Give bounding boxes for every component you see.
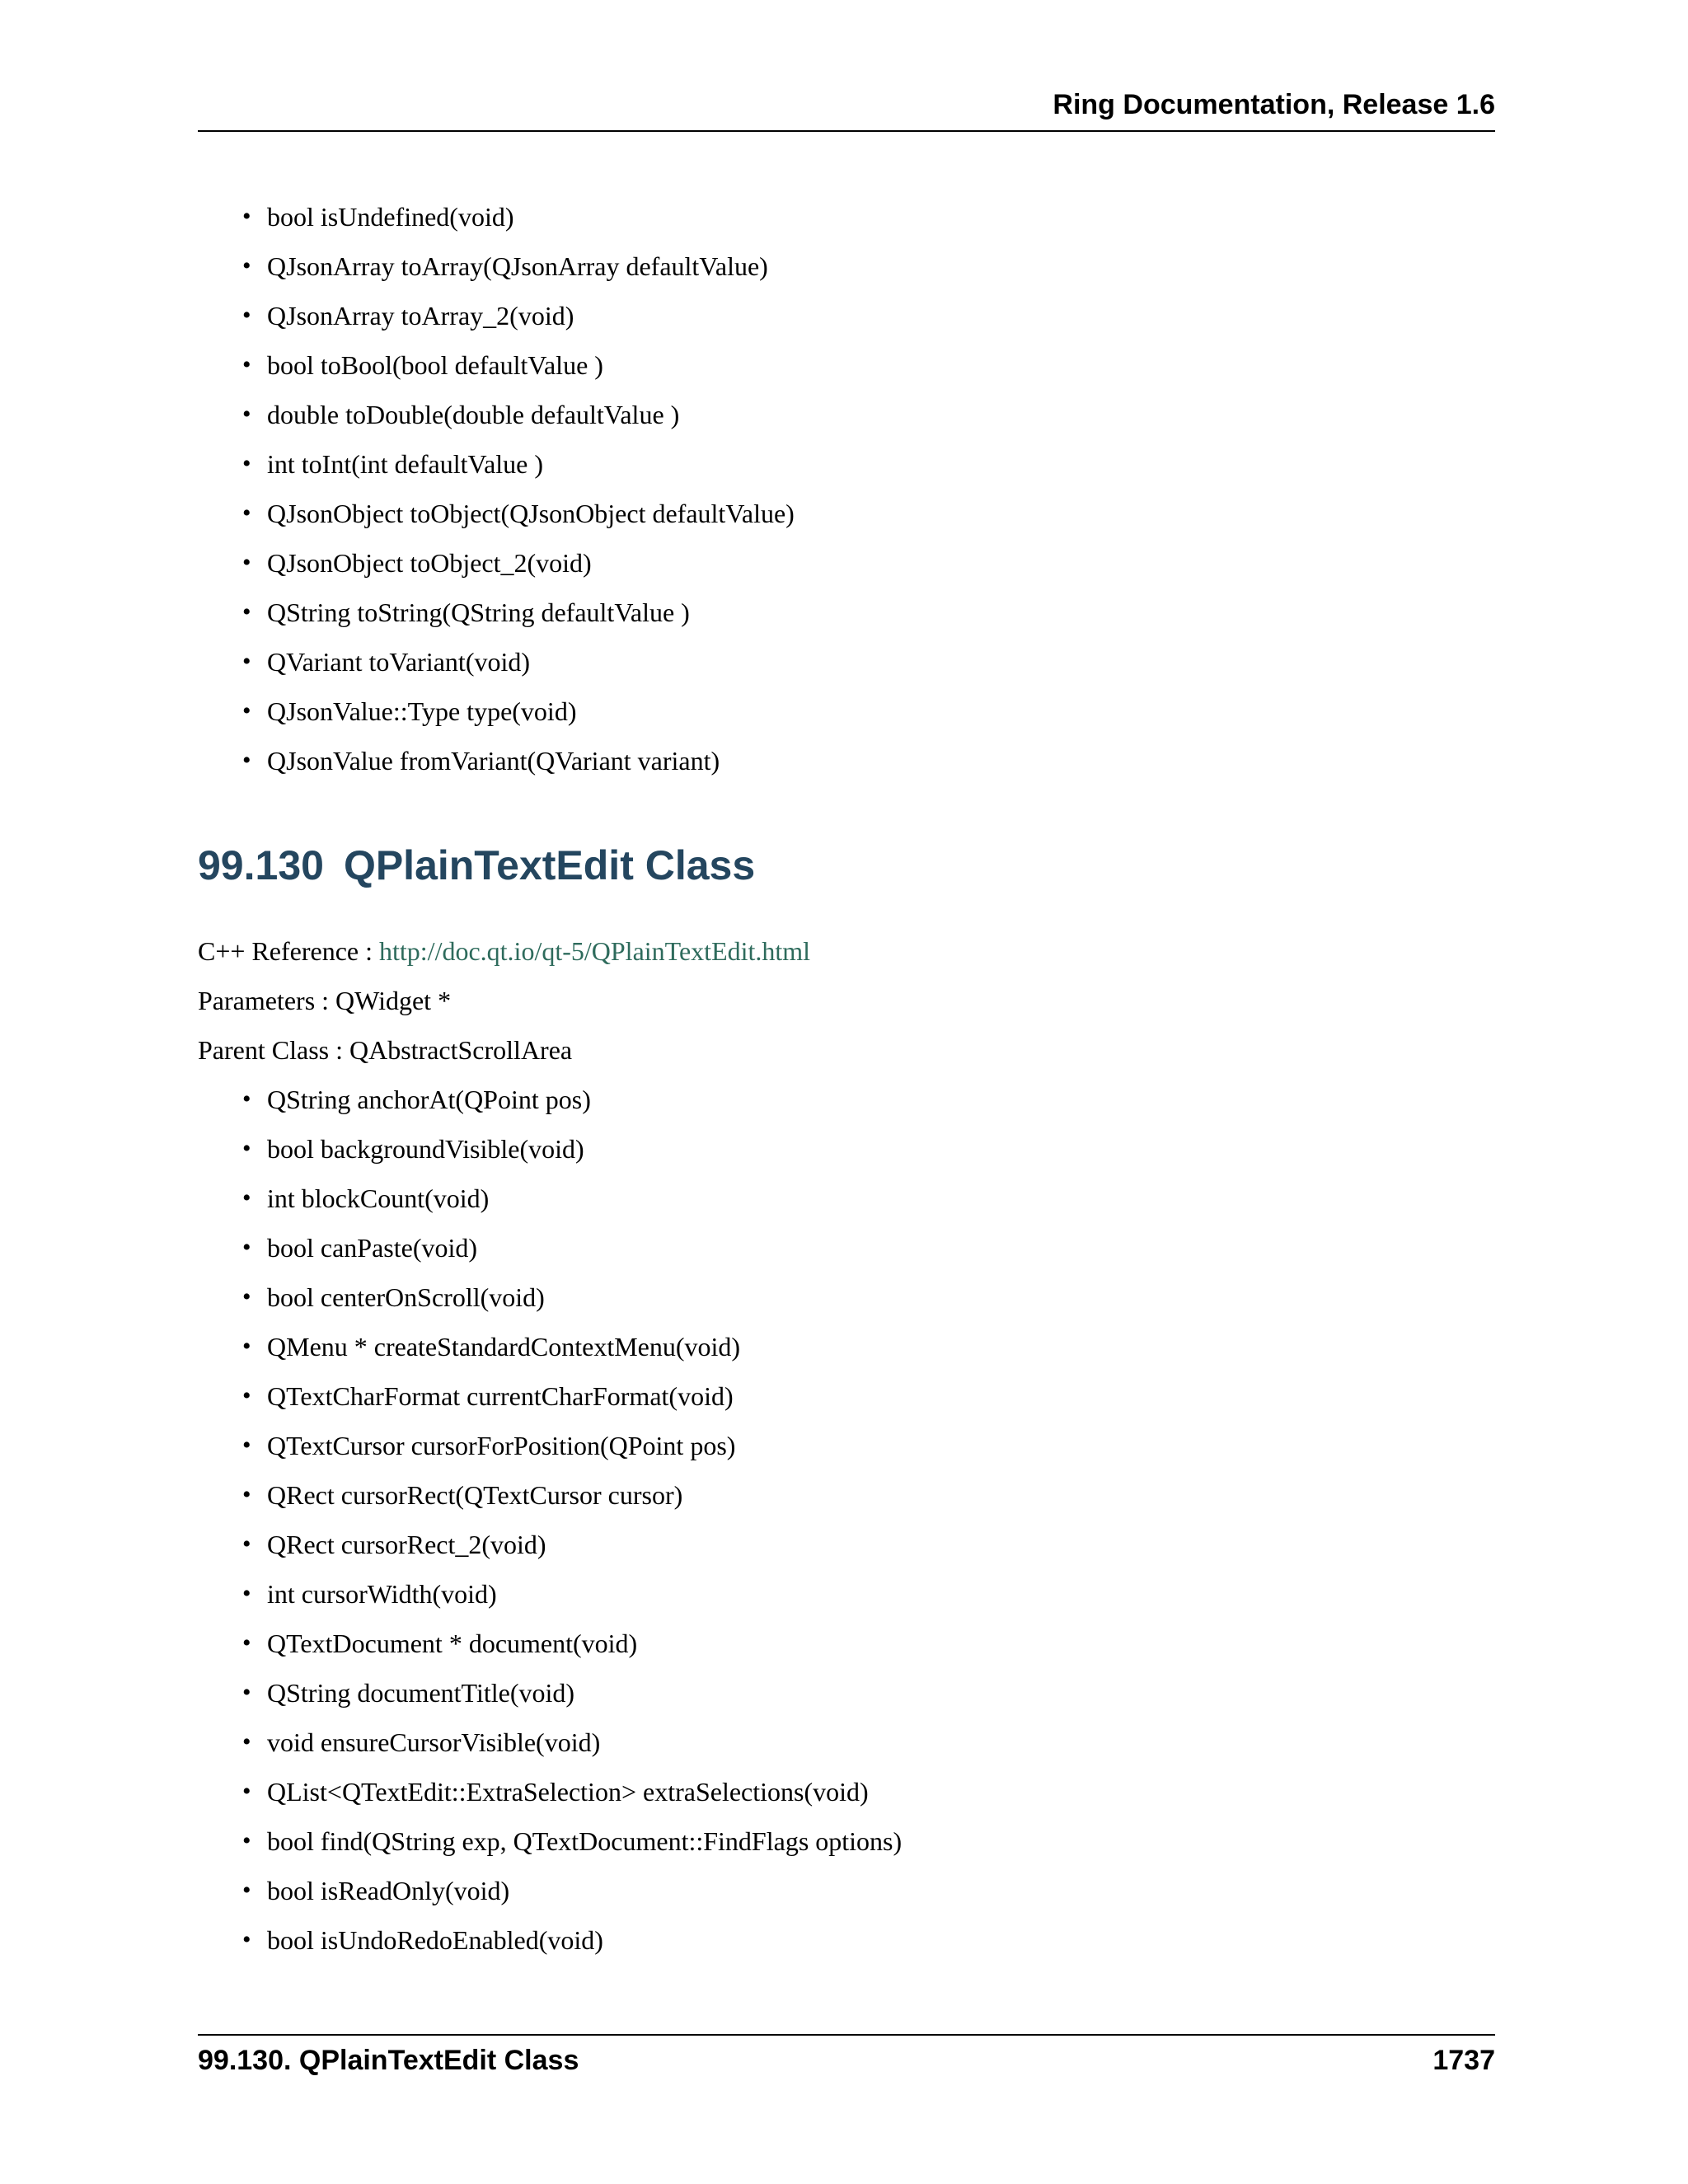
method-list-item	[242, 1668, 902, 1718]
method-list-item	[242, 241, 795, 291]
page-number: 1737	[1432, 2045, 1495, 2076]
bullet-icon: •	[242, 1234, 251, 1261]
method-signature: QString documentTitle(void)	[267, 1678, 575, 1708]
method-signature: QVariant toVariant(void)	[267, 647, 531, 677]
method-list-item	[242, 687, 795, 736]
method-signature: bool find(QString exp, QTextDocument::FindFlags options)	[267, 1826, 903, 1856]
section-title: QPlainTextEdit Class	[343, 842, 756, 888]
bullet-icon: •	[242, 1728, 251, 1755]
bullet-icon: •	[242, 1877, 251, 1904]
method-signature: int blockCount(void)	[267, 1183, 490, 1213]
bullet-icon: •	[242, 1778, 251, 1805]
bullet-icon: •	[242, 1679, 251, 1706]
bullet-icon: •	[242, 1629, 251, 1657]
footer-section-label: 99.130. QPlainTextEdit Class	[198, 2045, 579, 2076]
page-header	[198, 89, 1495, 132]
document-title: Ring Documentation, Release 1.6	[1053, 89, 1495, 120]
plain-text-edit-method-list	[242, 1075, 902, 1965]
cpp-reference	[198, 926, 810, 976]
method-signature: bool backgroundVisible(void)	[267, 1134, 584, 1164]
method-list-item	[242, 1421, 902, 1470]
page-footer	[198, 2034, 1495, 2085]
bullet-icon: •	[242, 1926, 251, 1953]
bullet-icon: •	[242, 697, 251, 724]
method-signature: int toInt(int defaultValue )	[267, 449, 544, 479]
section-heading	[198, 832, 755, 898]
bullet-icon: •	[242, 1283, 251, 1310]
method-signature: bool isUndoRedoEnabled(void)	[267, 1925, 603, 1955]
method-list-item	[242, 390, 795, 439]
method-signature: QString anchorAt(QPoint pos)	[267, 1085, 591, 1114]
bullet-icon: •	[242, 549, 251, 576]
method-signature: bool toBool(bool defaultValue )	[267, 350, 603, 380]
bullet-icon: •	[242, 1085, 251, 1113]
method-list-item	[242, 1816, 902, 1866]
method-signature: QRect cursorRect(QTextCursor cursor)	[267, 1480, 683, 1510]
bullet-icon: •	[242, 1580, 251, 1607]
method-list-item	[242, 340, 795, 390]
method-signature: QTextDocument * document(void)	[267, 1629, 638, 1658]
method-list-item	[242, 1619, 902, 1668]
method-list-item	[242, 1272, 902, 1322]
method-list-item	[242, 736, 795, 785]
method-signature: QJsonArray toArray_2(void)	[267, 301, 574, 330]
method-list-item	[242, 1767, 902, 1816]
method-signature: QRect cursorRect_2(void)	[267, 1530, 546, 1559]
method-list-item	[242, 1520, 902, 1569]
parent-class-line: Parent Class : QAbstractScrollArea	[198, 1035, 573, 1065]
bullet-icon: •	[242, 1481, 251, 1508]
bullet-icon: •	[242, 1135, 251, 1162]
bullet-icon: •	[242, 499, 251, 527]
method-signature: QJsonArray toArray(QJsonArray defaultValue)	[267, 251, 768, 281]
parameters-line: Parameters : QWidget *	[198, 986, 452, 1015]
bullet-icon: •	[242, 747, 251, 774]
method-list-item	[242, 1174, 902, 1223]
method-signature: QTextCharFormat currentCharFormat(void)	[267, 1381, 734, 1411]
method-list-item	[242, 1470, 902, 1520]
method-list-item	[242, 637, 795, 687]
method-signature: bool centerOnScroll(void)	[267, 1282, 545, 1312]
bullet-icon: •	[242, 450, 251, 477]
bullet-icon: •	[242, 1333, 251, 1360]
method-signature: QMenu * createStandardContextMenu(void)	[267, 1332, 741, 1361]
method-signature: QJsonObject toObject(QJsonObject defaultValue)	[267, 499, 795, 528]
bullet-icon: •	[242, 598, 251, 626]
bullet-icon: •	[242, 1184, 251, 1212]
method-signature: QString toString(QString defaultValue )	[267, 598, 690, 627]
method-list-item	[242, 291, 795, 340]
bullet-icon: •	[242, 252, 251, 279]
method-signature: double toDouble(double defaultValue )	[267, 400, 680, 429]
bullet-icon: •	[242, 351, 251, 378]
method-list-item	[242, 1569, 902, 1619]
method-list-item	[242, 1223, 902, 1272]
method-list-item	[242, 1371, 902, 1421]
method-signature: bool canPaste(void)	[267, 1233, 478, 1263]
method-signature: QTextCursor cursorForPosition(QPoint pos)	[267, 1431, 736, 1460]
method-list-item	[242, 588, 795, 637]
method-signature: QJsonValue fromVariant(QVariant variant)	[267, 746, 720, 776]
method-signature: QList<QTextEdit::ExtraSelection> extraSelections(void)	[267, 1777, 869, 1807]
bullet-icon: •	[242, 648, 251, 675]
json-value-method-list	[242, 192, 795, 785]
method-signature: int cursorWidth(void)	[267, 1579, 497, 1609]
bullet-icon: •	[242, 1382, 251, 1409]
method-list-item	[242, 538, 795, 588]
method-list-item	[242, 192, 795, 241]
bullet-icon: •	[242, 1432, 251, 1459]
method-list-item	[242, 1322, 902, 1371]
method-signature: QJsonObject toObject_2(void)	[267, 548, 592, 578]
method-signature: bool isUndefined(void)	[267, 202, 514, 232]
method-list-item	[242, 1124, 902, 1174]
bullet-icon: •	[242, 203, 251, 230]
method-list-item	[242, 1075, 902, 1124]
bullet-icon: •	[242, 1530, 251, 1558]
cpp-reference-link[interactable]: http://doc.qt.io/qt-5/QPlainTextEdit.html	[379, 936, 811, 966]
method-list-item	[242, 439, 795, 489]
method-list-item	[242, 1915, 902, 1965]
method-list-item	[242, 489, 795, 538]
method-signature: void ensureCursorVisible(void)	[267, 1727, 601, 1757]
method-list-item	[242, 1866, 902, 1915]
bullet-icon: •	[242, 401, 251, 428]
method-signature: bool isReadOnly(void)	[267, 1876, 510, 1905]
bullet-icon: •	[242, 1827, 251, 1854]
bullet-icon: •	[242, 302, 251, 329]
section-number: 99.130	[198, 842, 324, 888]
method-signature: QJsonValue::Type type(void)	[267, 696, 577, 726]
cpp-reference-label: C++ Reference :	[198, 936, 379, 966]
method-list-item	[242, 1718, 902, 1767]
